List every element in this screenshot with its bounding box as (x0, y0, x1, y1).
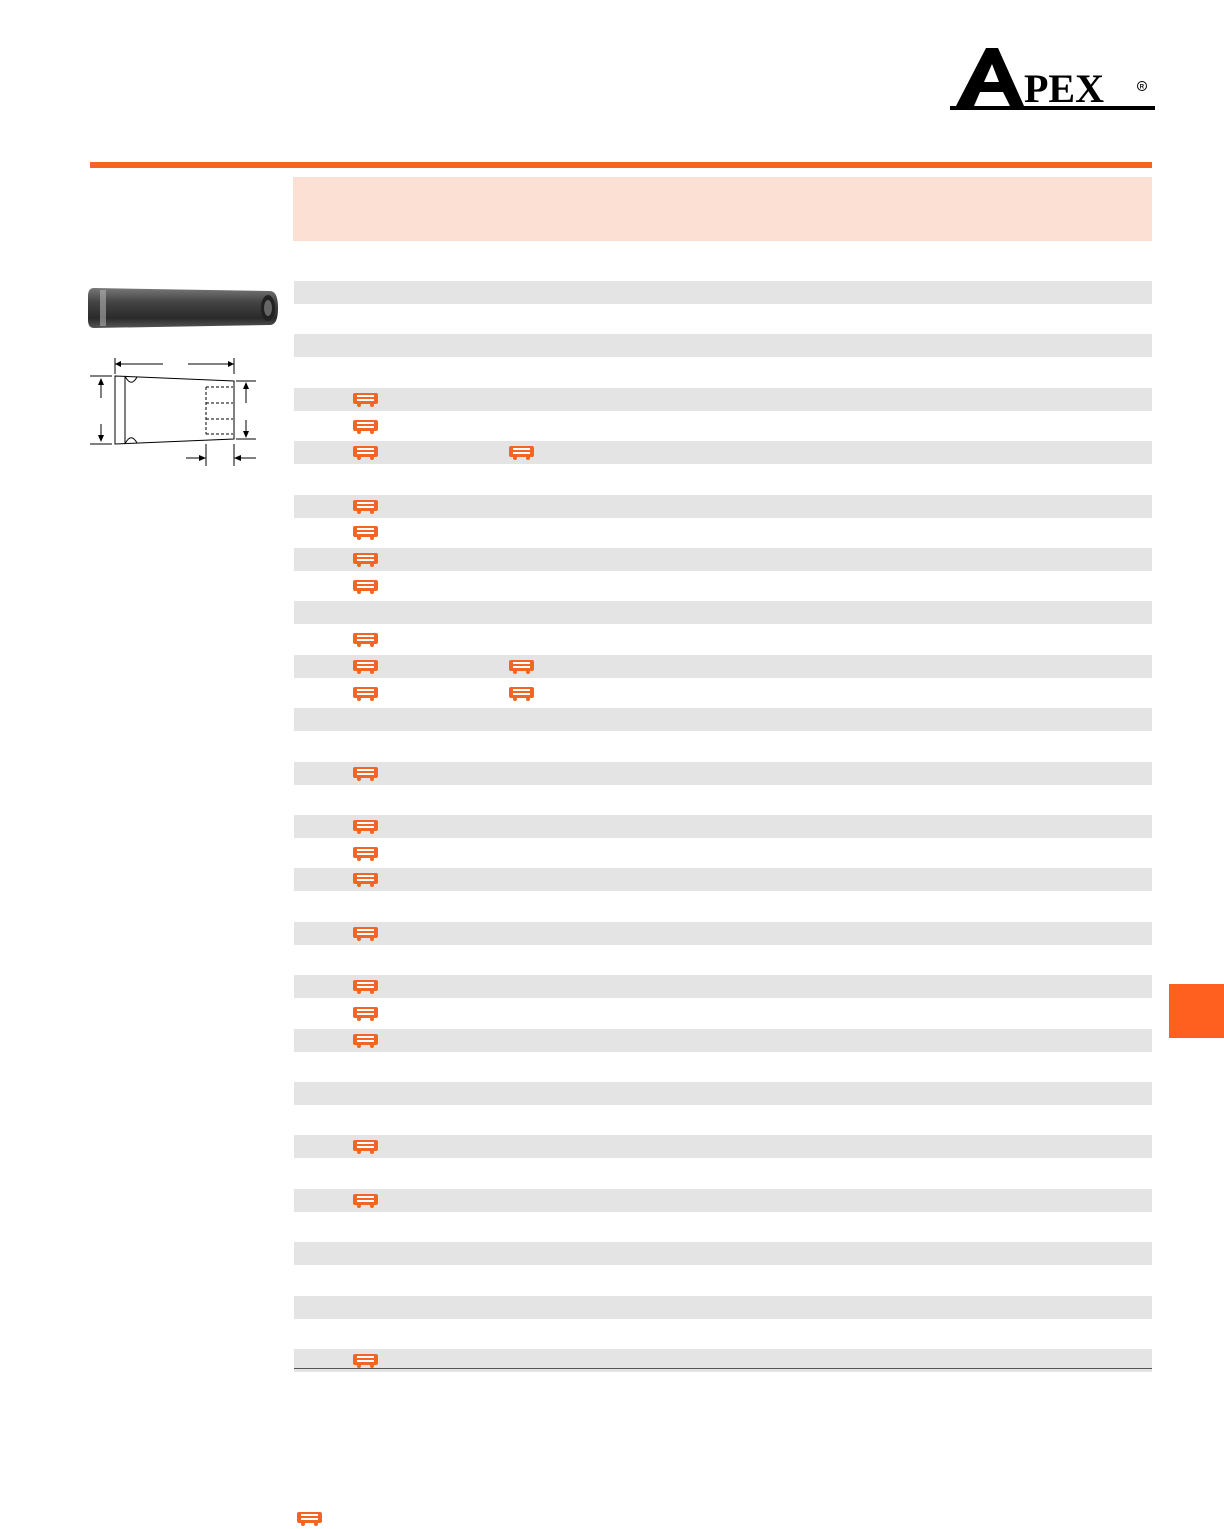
table-row (294, 1002, 1152, 1025)
table-row (294, 762, 1152, 785)
rapid-select-truck-icon (352, 419, 379, 434)
table-row (294, 388, 1152, 411)
table-row (294, 1029, 1152, 1052)
table-row (294, 1135, 1152, 1158)
rapid-select-truck-icon (352, 659, 379, 674)
rapid-select-truck-icon (296, 1511, 323, 1526)
rapid-select-truck-icon (508, 686, 535, 701)
table-row (294, 334, 1152, 357)
table-row (294, 495, 1152, 518)
table-row (294, 308, 1152, 331)
rapid-select-truck-icon (352, 1353, 379, 1368)
rapid-select-truck-icon (352, 1006, 379, 1021)
table-row (294, 521, 1152, 544)
table-row (294, 895, 1152, 918)
table-row (294, 868, 1152, 891)
section-tab[interactable] (1169, 984, 1224, 1038)
table-row (294, 281, 1152, 304)
table-row (294, 815, 1152, 838)
table-row (294, 548, 1152, 571)
rapid-select-truck-icon (508, 659, 535, 674)
table-bottom-rule (294, 1368, 1152, 1369)
table-row (294, 682, 1152, 705)
table-row (294, 415, 1152, 438)
table-row (294, 735, 1152, 758)
rapid-select-truck-icon (352, 872, 379, 887)
rapid-select-truck-icon (352, 392, 379, 407)
table-row (294, 1189, 1152, 1212)
table-row (294, 842, 1152, 865)
socket-dimension-diagram (88, 350, 278, 470)
table-row (294, 1162, 1152, 1185)
product-table (294, 0, 1152, 1529)
rapid-select-truck-icon (352, 552, 379, 567)
table-row (294, 949, 1152, 972)
table-row (294, 1216, 1152, 1239)
table-row (294, 1055, 1152, 1078)
table-row (294, 1322, 1152, 1345)
rapid-select-truck-icon (352, 766, 379, 781)
rapid-select-truck-icon (508, 445, 535, 460)
table-row (294, 575, 1152, 598)
logo-text: PEX (1024, 66, 1104, 111)
rapid-select-truck-icon (352, 979, 379, 994)
table-row (294, 1242, 1152, 1265)
rapid-select-truck-icon (352, 1033, 379, 1048)
svg-text:R: R (1139, 84, 1145, 91)
rapid-select-truck-icon (352, 686, 379, 701)
rapid-select-truck-icon (352, 579, 379, 594)
table-row (294, 655, 1152, 678)
table-row (294, 975, 1152, 998)
table-row (294, 922, 1152, 945)
rapid-select-truck-icon (352, 499, 379, 514)
rapid-select-truck-icon (352, 846, 379, 861)
socket-photo (88, 284, 278, 332)
table-row (294, 788, 1152, 811)
rapid-select-truck-icon (352, 525, 379, 540)
rapid-select-truck-icon (352, 1193, 379, 1208)
table-row (294, 361, 1152, 384)
rapid-select-truck-icon (352, 632, 379, 647)
rapid-select-truck-icon (352, 819, 379, 834)
table-row (294, 628, 1152, 651)
table-row (294, 1296, 1152, 1319)
table-row (294, 1269, 1152, 1292)
table-row (294, 468, 1152, 491)
table-row (294, 708, 1152, 731)
rapid-select-truck-icon (352, 445, 379, 460)
rapid-select-truck-icon (352, 926, 379, 941)
table-row (294, 1109, 1152, 1132)
rapid-select-truck-icon (352, 1139, 379, 1154)
table-row (294, 601, 1152, 624)
table-row (294, 1082, 1152, 1105)
table-row (294, 441, 1152, 464)
